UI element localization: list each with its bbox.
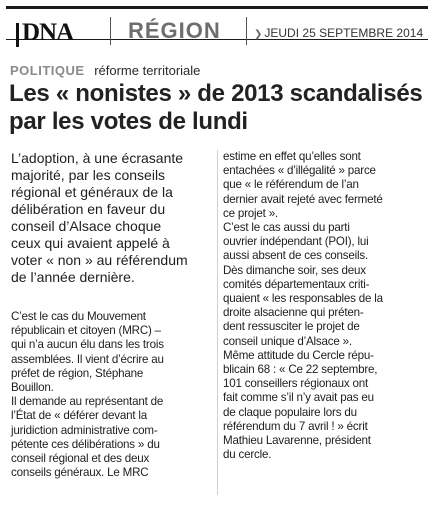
body-line: du cercle. xyxy=(223,448,272,462)
body-line: ouvrier indépendant (POI), lui xyxy=(223,235,369,249)
lead-line: conseil d’Alsace choque xyxy=(11,218,162,234)
lead-line: voter « non » au référendum xyxy=(11,252,188,268)
publication-date xyxy=(254,26,423,42)
body-line: estime en effet qu’elles sont xyxy=(223,150,361,163)
logo-text: DNA xyxy=(22,19,74,46)
body-line: quaient « les responsables de la xyxy=(223,292,383,306)
body-line: républicain et citoyen (MRC) – xyxy=(11,324,161,338)
body-line: ce projet ». xyxy=(223,206,278,220)
article-column-left xyxy=(11,150,213,480)
body-line: référendum du 7 avril ! » écrit xyxy=(223,419,368,433)
body-line: fait comme s’il n’y avait pas eu xyxy=(223,391,374,405)
column-divider xyxy=(217,150,218,495)
body-line: qui n’a aucun élu dans les trois xyxy=(11,338,164,352)
body-line: C’est le cas du Mouvement xyxy=(11,310,146,323)
body-line: entachées « d’illégalité » parce xyxy=(223,164,376,178)
body-line: Même attitude du Cercle répu- xyxy=(223,348,374,362)
lead-line: ceux qui avaient appelé à xyxy=(11,235,170,251)
body-line: juridiction administrative com- xyxy=(11,423,158,437)
body-line: droite alsacienne qui préten- xyxy=(223,306,364,320)
masthead-divider xyxy=(246,17,247,45)
article-lead xyxy=(11,150,213,286)
masthead xyxy=(6,6,428,46)
body-line: dernier avait rejeté avec fermeté xyxy=(223,192,383,206)
article-column-right xyxy=(223,150,428,462)
body-line: l’État de « déférer devant la xyxy=(11,409,147,423)
body-line: conseil unique d’Alsace ». xyxy=(223,334,352,348)
body-line: comités départementaux criti- xyxy=(223,277,370,291)
body-line: que « le référendum de l’an xyxy=(223,178,359,192)
chevron-right-icon: ❯ xyxy=(254,29,263,40)
body-line: dent ressusciter le projet de xyxy=(223,320,360,334)
headline-line: Les « nonistes » de 2013 scandalisés xyxy=(9,80,423,107)
lead-line: de l’année dernière. xyxy=(11,269,135,285)
headline-line: par les votes de lundi xyxy=(9,108,248,135)
logo-bar xyxy=(16,23,19,47)
lead-line: L’adoption, à une écrasante xyxy=(11,150,184,166)
lead-line: délibération en faveur du xyxy=(11,201,166,217)
body-line: Il demande au représentant de xyxy=(11,395,164,409)
body-line: pétente ces délibérations » du xyxy=(11,437,160,451)
kicker-topic: réforme territoriale xyxy=(94,63,201,78)
article-headline xyxy=(9,80,429,136)
lead-line: régional et généraux de la xyxy=(11,184,173,200)
body-line: Mathieu Lavarenne, président xyxy=(223,434,371,448)
body-line: de claque populaire lors du xyxy=(223,405,357,419)
body-line: Bouillon. xyxy=(11,381,54,395)
lead-line: majorité, par les conseils xyxy=(11,167,166,183)
date-text: JEUDI 25 SEPTEMBRE 2014 xyxy=(264,26,424,40)
body-line: conseils généraux. Le MRC xyxy=(11,466,149,480)
body-line: conseil régional et des deux xyxy=(11,452,150,466)
section-title: RÉGION xyxy=(128,18,221,43)
article-body-left xyxy=(11,310,213,480)
body-line: 101 conseillers régionaux ont xyxy=(223,377,369,391)
body-line: préfet de région, Stéphane xyxy=(11,366,144,380)
kicker-category: POLITIQUE xyxy=(10,63,85,78)
body-line: C’est le cas aussi du parti xyxy=(223,221,350,235)
article-body-right xyxy=(223,150,428,462)
body-line: blicain 68 : « Ce 22 septembre, xyxy=(223,363,378,377)
article-kicker xyxy=(10,63,200,79)
masthead-divider xyxy=(110,17,111,45)
body-line: Dès dimanche soir, ses deux xyxy=(223,263,366,277)
body-line: aussi absent de ces conseils. xyxy=(223,249,369,263)
body-line: assemblées. Il vient d’écrire au xyxy=(11,352,164,366)
